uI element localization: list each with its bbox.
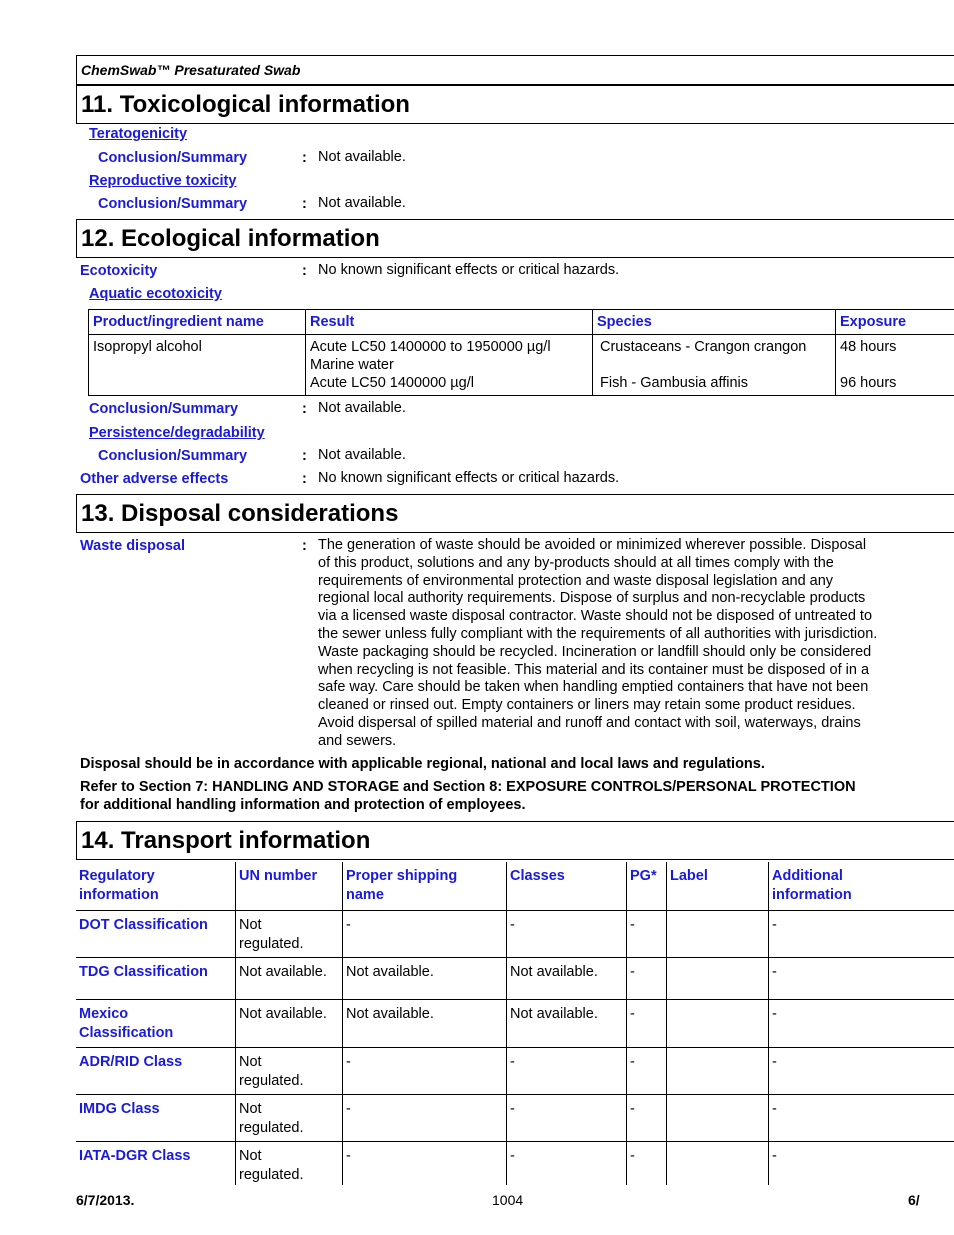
refer-line: Refer to Section 7: HANDLING AND STORAGE and Section 8: EXPOSURE CONTROLS/PERSONAL PROTECTION bbox=[80, 779, 856, 795]
species-line: Fish - Gambusia affinis bbox=[600, 375, 749, 391]
eco-conclusion-label: Conclusion/Summary bbox=[89, 401, 239, 417]
colon: : bbox=[302, 448, 307, 464]
row-label: DOT Classification bbox=[79, 916, 208, 933]
colon: : bbox=[302, 401, 307, 417]
waste-line: cleaned or rinsed out. Empty containers or liners may retain some product residues. bbox=[318, 697, 856, 714]
col-additional: Additional information bbox=[769, 862, 954, 910]
colon: : bbox=[302, 538, 307, 554]
ingredient-name: Isopropyl alcohol bbox=[93, 339, 202, 355]
ecotoxicity-value: No known significant effects or critical hazards. bbox=[318, 262, 620, 278]
section-14-header bbox=[76, 821, 954, 860]
row-label: IMDG Class bbox=[79, 1100, 160, 1117]
exposure-line: 48 hours bbox=[840, 339, 897, 355]
table-row: Mexico Classification Not available. Not available. Not available. - - bbox=[76, 999, 954, 1047]
waste-line: of this product, solutions and any by-products should at all times comply with the bbox=[318, 554, 834, 571]
waste-line: Avoid dispersal of spilled material and runoff and contact with soil, waterways, drains bbox=[318, 714, 861, 731]
product-name: ChemSwab™ Presaturated Swab bbox=[81, 62, 301, 78]
row-label: IATA-DGR Class bbox=[79, 1147, 191, 1164]
section-13-header bbox=[76, 494, 954, 533]
table-header: Product/ingredient name bbox=[89, 310, 306, 335]
result-line: Acute LC50 1400000 to 1950000 µg/l bbox=[310, 339, 551, 355]
result-line: Marine water bbox=[310, 357, 394, 373]
waste-line: requirements of environmental protection and waste disposal legislation and any bbox=[318, 572, 834, 589]
terato-conclusion-label: Conclusion/Summary bbox=[98, 150, 248, 166]
waste-disposal-text bbox=[318, 537, 954, 751]
waste-line: regional local authority requirements. Dispose of surplus and non-recyclable products bbox=[318, 590, 866, 607]
waste-line: Waste packaging should be recycled. Incineration or landfill should only be considered bbox=[318, 643, 872, 660]
row-label: Mexico bbox=[79, 1005, 129, 1022]
terato-conclusion-value: Not available. bbox=[318, 149, 406, 165]
transport-table bbox=[76, 862, 954, 1185]
table-row: ADR/RID Class Not regulated. - - - - bbox=[76, 1047, 954, 1094]
colon: : bbox=[302, 150, 307, 166]
section-title: 14. Transport information bbox=[81, 827, 371, 854]
col-regulatory: Regulatory information bbox=[76, 862, 236, 910]
waste-line: when recycling is not feasible. This material and its container must be disposed of in a bbox=[318, 661, 870, 678]
colon: : bbox=[302, 471, 307, 487]
table-row bbox=[89, 335, 954, 396]
waste-line: and sewers. bbox=[318, 732, 397, 749]
row-label: TDG Classification bbox=[79, 963, 208, 980]
table-row: DOT Classification Not regulated. - - - - bbox=[76, 910, 954, 957]
waste-line: safe way. Care should be taken when handling emptied containers that have not been bbox=[318, 679, 869, 696]
table-header: Result bbox=[306, 310, 593, 335]
section-title: 11. Toxicological information bbox=[81, 91, 410, 118]
section-title: 12. Ecological information bbox=[81, 225, 380, 252]
waste-line: The generation of waste should be avoided or minimized wherever possible. Disposal bbox=[318, 537, 867, 553]
persistence-conclusion-label: Conclusion/Summary bbox=[98, 448, 248, 464]
table-row: IMDG Class Not regulated. - - - - bbox=[76, 1094, 954, 1141]
aquatic-ecotoxicity-table bbox=[88, 309, 954, 396]
repro-conclusion-value: Not available. bbox=[318, 195, 406, 211]
teratogenicity-heading: Teratogenicity bbox=[89, 126, 188, 142]
refer-line: for additional handling information and protection of employees. bbox=[80, 797, 526, 813]
reproductive-heading: Reproductive toxicity bbox=[89, 173, 237, 189]
waste-line: the sewer unless fully compliant with the requirements of all authorities with jurisdiction. bbox=[318, 625, 878, 642]
section-title: 13. Disposal considerations bbox=[81, 500, 399, 527]
table-header: Species bbox=[593, 310, 836, 335]
other-adverse-value: No known significant effects or critical hazards. bbox=[318, 470, 620, 486]
exposure-line: 96 hours bbox=[840, 375, 897, 391]
colon: : bbox=[302, 263, 307, 279]
footer-date: 6/7/2013. bbox=[76, 1192, 135, 1208]
col-shipping-name: Proper shipping name bbox=[343, 862, 507, 910]
aquatic-ecotoxicity-heading: Aquatic ecotoxicity bbox=[89, 286, 222, 302]
row-label: ADR/RID Class bbox=[79, 1053, 183, 1070]
table-row: IATA-DGR Class Not regulated. - - - - bbox=[76, 1141, 954, 1185]
table-header: Exposure bbox=[836, 310, 954, 335]
footer-page: 6/ bbox=[908, 1192, 920, 1208]
ecotoxicity-label: Ecotoxicity bbox=[80, 263, 158, 279]
col-pg: PG* bbox=[627, 862, 667, 910]
waste-line: via a licensed waste disposal contractor. Waste should not be disposed of untreated to bbox=[318, 608, 873, 625]
species-line: Crustaceans - Crangon crangon bbox=[600, 339, 807, 355]
persistence-heading: Persistence/degradability bbox=[89, 425, 265, 441]
other-adverse-label: Other adverse effects bbox=[80, 471, 229, 487]
waste-disposal-label: Waste disposal bbox=[80, 538, 186, 554]
col-label: Label bbox=[667, 862, 769, 910]
document-header bbox=[76, 55, 954, 85]
colon: : bbox=[302, 196, 307, 212]
section-12-header bbox=[76, 219, 954, 258]
col-classes: Classes bbox=[507, 862, 627, 910]
persistence-conclusion-value: Not available. bbox=[318, 447, 406, 463]
result-line: Acute LC50 1400000 µg/l bbox=[310, 375, 474, 391]
table-row: TDG Classification Not available. Not available. Not available. - - bbox=[76, 957, 954, 999]
eco-conclusion-value: Not available. bbox=[318, 400, 406, 416]
disposal-note: Disposal should be in accordance with applicable regional, national and local laws and regulations. bbox=[80, 756, 765, 772]
footer-code: 1004 bbox=[492, 1192, 524, 1208]
section-11-header bbox=[76, 85, 954, 124]
col-un-number: UN number bbox=[236, 862, 343, 910]
refer-note bbox=[80, 778, 856, 814]
repro-conclusion-label: Conclusion/Summary bbox=[98, 196, 248, 212]
